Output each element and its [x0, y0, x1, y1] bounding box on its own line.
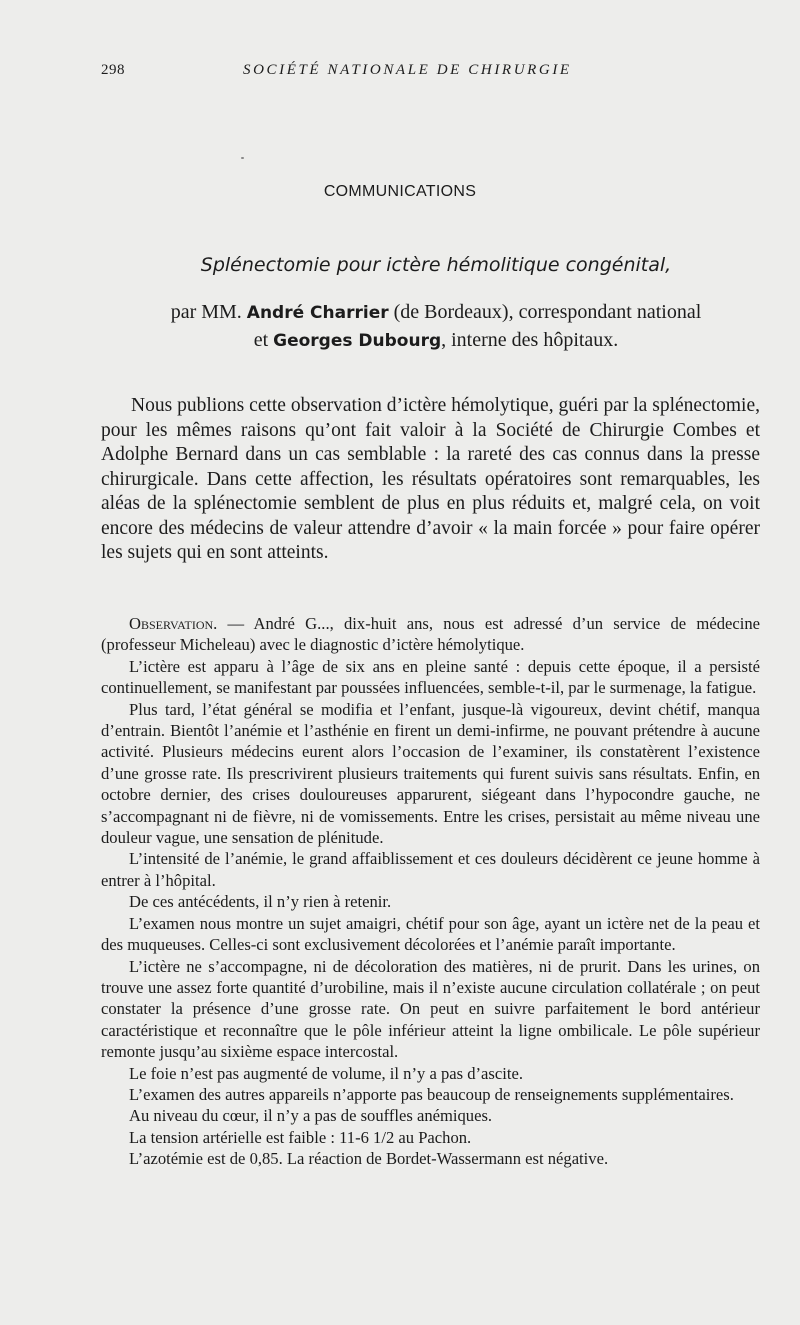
intro-section [101, 394, 760, 566]
authors-prefix: par MM. [170, 301, 247, 323]
observation-paragraph: De ces antécédents, il n’y rien à retenir. [129, 892, 392, 912]
intro-paragraph: Nous publions cette observation d’ictère hémolytique, guéri par la splénectomie, pour les mêmes raisons qu’ont fait valoir à la Société de Chirurgie Combes et Adolphe Bernard dans un cas semblable : la rareté des cas connus dans la presse chirurgicale. Dans cette affection, les résultats opératoires sont remarquables, les aléas de la splénectomie semblent de plus en plus réduits et, malgré cela, on voit encore des médecins de valeur attendre d’avoir « la main forcée » pour faire opérer les sujets qui en sont atteints. [101, 395, 760, 563]
section-heading: COMMUNICATIONS [323, 183, 477, 200]
observation-text: — André G..., dix-huit ans, nous est adressé d’un service de médecine (professeur Micheleau) avec le diagnostic d’ictère hémolytique. [101, 614, 760, 655]
author-affiliation: , interne des hôpitaux. [441, 329, 619, 351]
observation-paragraph: L’intensité de l’anémie, le grand affaiblissement et ces douleurs décidèrent ce jeune homme à entrer à l’hôpital. [101, 849, 760, 890]
author-name: Georges Dubourg [273, 331, 442, 351]
observation-label: Observation. [129, 614, 218, 633]
running-header [101, 62, 761, 82]
observation-section [101, 613, 760, 1170]
observation-paragraph [101, 613, 760, 656]
author-name: André Charrier [246, 303, 389, 323]
observation-paragraph: L’ictère est apparu à l’âge de six ans en pleine santé : depuis cette époque, il a persisté continuellement, se manifestant par poussées influencées, semble-t-il, par le surmenage, la fatigue. [101, 656, 760, 698]
journal-title: SOCIÉTÉ NATIONALE DE CHIRURGIE [243, 62, 572, 78]
authors-conjunction: et [253, 329, 274, 351]
observation-paragraph: Plus tard, l’état général se modifia et l’enfant, jusque-là vigoureux, devint chétif, manqua d’entrain. Bientôt l’anémie et l’asthénie en firent un demi-infirme, ne pouvant prétendre à aucune activité. Plusieurs médecins eurent alors l’occasion de l’examiner, ils constatèrent l’existence d’une grosse rate. Ils prescrivirent plusieurs traitements qui furent suivis sans résultats. Enfin, en octobre dernier, des crises douloureuses apparurent, siégeant dans l’hypocondre gauche, ne s’accompagnant ni de fièvre, ni de vomissements. Entre les crises, persistait au même niveau une douleur vague, une sensation de plénitude. [101, 699, 760, 848]
article-title: Splénectomie pour ictère hémolitique congénital, [200, 254, 672, 276]
authors-byline [0, 299, 800, 355]
observation-paragraph: Le foie n’est pas augmenté de volume, il n’y a pas d’ascite. [129, 1063, 523, 1083]
observation-paragraph: L’azotémie est de 0,85. La réaction de Bordet-Wassermann est négative. [129, 1149, 609, 1169]
observation-paragraph: Au niveau du cœur, il n’y a pas de souffles anémiques. [129, 1106, 493, 1126]
observation-paragraph: L’ictère ne s’accompagne, ni de décoloration des matières, ni de prurit. Dans les urines, on trouve une assez forte quantité d’urobiline, mais il n’existe aucune circulation collatérale ; on peut constater la présence d’une grosse rate. On peut en suivre parfaitement le bord antérieur caractéristique et reconnaître que le pôle inférieur atteint la ligne ombilicale. Le pôle supérieur remonte jusqu’au sixième espace intercostal. [101, 956, 760, 1062]
observation-paragraph: La tension artérielle est faible : 11-6 1/2 au Pachon. [129, 1127, 472, 1147]
observation-paragraph: L’examen nous montre un sujet amaigri, chétif pour son âge, ayant un ictère net de la peau et des muqueuses. Celles-ci sont exclusivement décolorées et l’anémie paraît importante. [101, 913, 760, 955]
speck [241, 157, 244, 159]
authors-line-2 [0, 327, 800, 355]
observation-paragraph: L’examen des autres appareils n’apporte pas beaucoup de renseignements supplémentaires. [129, 1084, 734, 1104]
authors-line-1 [0, 299, 800, 327]
author-affiliation: (de Bordeaux), correspondant national [388, 301, 702, 323]
page-number: 298 [101, 62, 125, 78]
